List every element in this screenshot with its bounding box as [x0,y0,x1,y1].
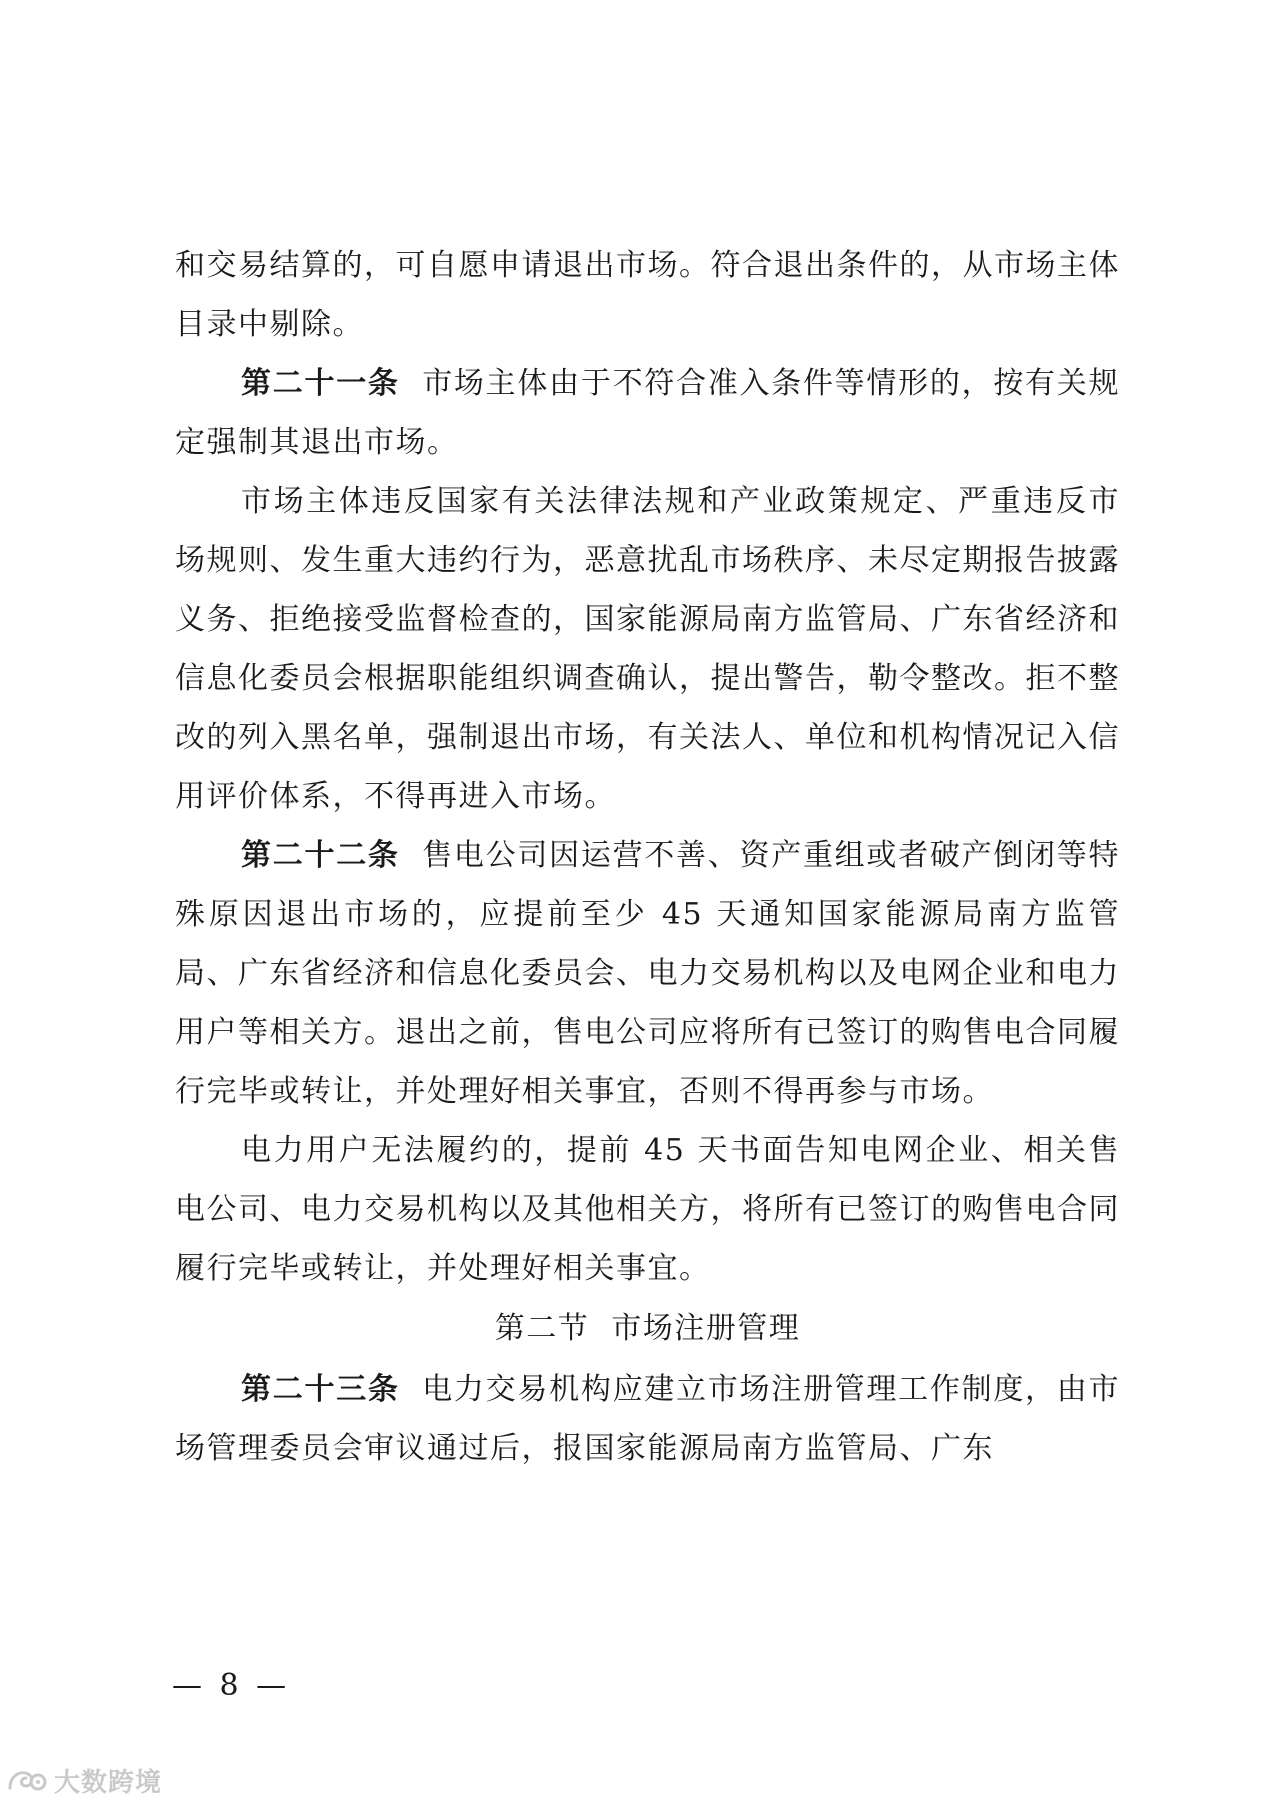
logo-icon [6,1766,48,1796]
section-title: 第二节 市场注册管理 [494,1311,801,1346]
watermark-text: 大数跨境 [54,1768,163,1798]
article-22-paragraph-2: 电力用户无法履约的，提前 45 天书面告知电网企业、相关售电公司、电力交易机构以及其他相关方，将所有已签订的购售电合同履行完毕或转让，并处理好相关事宜。 [175,1133,1120,1286]
article-23-paragraph [175,1360,1120,1478]
article-21-label: 第二十一条 [241,366,400,401]
watermark [6,1762,162,1799]
article-21-paragraph-2: 市场主体违反国家有关法律法规和产业政策规定、严重违反市场规则、发生重大违约行为，恶意扰乱市场秩序、未尽定期报告披露义务、拒绝接受监督检查的，国家能源局南方监管局、广东省经济和信息化委员会根据职能组织调查确认，提出警告，勒令整改。拒不整改的列入黑名单，强制退出市场，有关法人、单位和机构情况记入信用评价体系，不得再进入市场。 [175,484,1120,814]
page-number: — 8 — [172,1668,291,1703]
article-22-paragraph [175,826,1120,1121]
continuation-paragraph: 和交易结算的，可自愿申请退出市场。符合退出条件的，从市场主体目录中剔除。 [175,248,1120,342]
article-22-label: 第二十二条 [241,838,400,873]
article-21-paragraph [175,354,1120,472]
article-21-text: 市场主体由于不符合准入条件等情形的，按有关规定强制其退出市场。 [175,366,1121,460]
article-23-text: 电力交易机构应建立市场注册管理工作制度，由市场管理委员会审议通过后，报国家能源局南方监管局、广东 [175,1372,1121,1466]
document-body [175,236,1120,1478]
article-22-text: 售电公司因运营不善、资产重组或者破产倒闭等特殊原因退出市场的，应提前至少 45 天通知国家能源局南方监管局、广东省经济和信息化委员会、电力交易机构以及电网企业和电力用户等相关方。退出之前，售电公司应将所有已签订的购售电合同履行完毕或转让，并处理好相关事宜，否则不得再参与市场。 [175,838,1121,1109]
article-23-label: 第二十三条 [241,1372,400,1407]
